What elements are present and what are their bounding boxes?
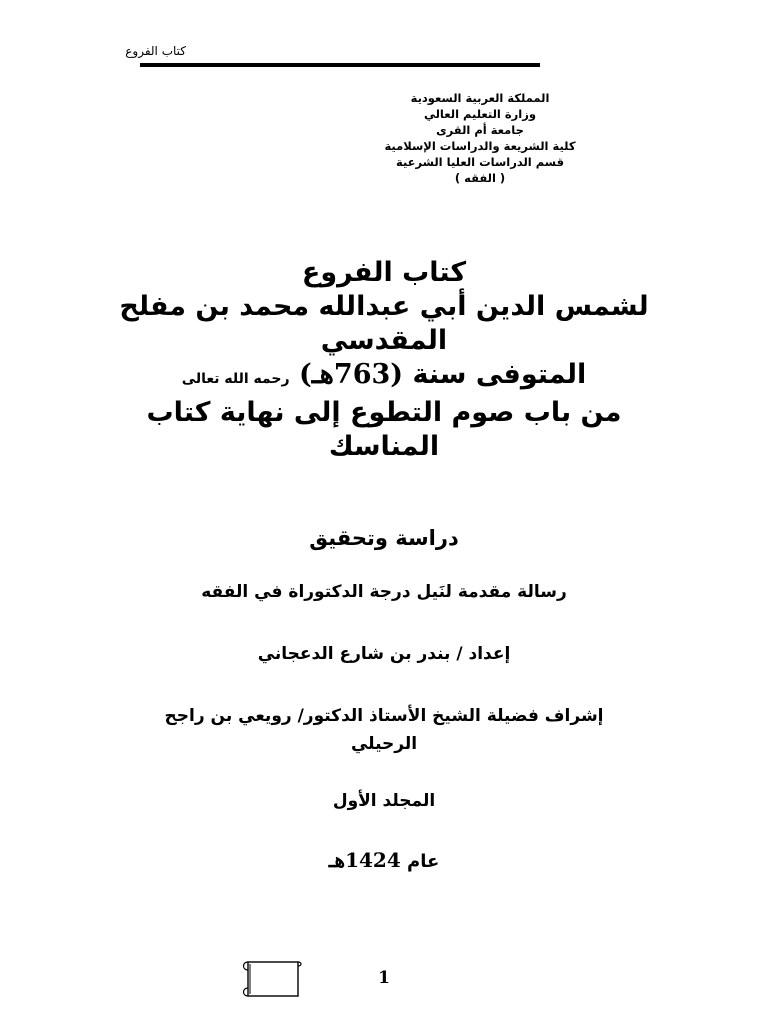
honorific-phrase: رحمه الله تعالى	[181, 371, 290, 387]
institution-department: قسم الدراسات العليا الشرعية	[395, 155, 564, 169]
year-line	[84, 848, 684, 872]
volume-label: المجلد الأول	[332, 791, 436, 811]
prepared-by: إعداد / بندر بن شارع الدعجاني	[257, 644, 511, 664]
study-type: دراسة وتحقيق	[309, 526, 459, 550]
institution-block	[330, 90, 630, 186]
page-number: 1	[378, 968, 390, 988]
thesis-statement: رسالة مقدمة لنَيل درجة الدكتوراة في الفقه	[201, 582, 567, 602]
institution-ministry: وزارة التعليم العالي	[423, 107, 536, 121]
title-line-author: لشمس الدين أبي عبدالله محمد بن مفلح	[119, 291, 649, 322]
supervisor-line-surname: الرحيلي	[350, 734, 418, 754]
institution-university: جامعة أم القرى	[436, 123, 524, 137]
death-year-text: المتوفى سنة	[412, 359, 587, 390]
title-line-scope-end: المناسك	[328, 431, 440, 462]
title-line-scope: من باب صوم التطوع إلى نهاية كتاب	[146, 397, 622, 428]
year-label: عام	[407, 851, 440, 872]
title-line-death-year	[100, 358, 668, 396]
running-header-title: كتاب الفروع	[125, 44, 186, 58]
year-value: 1424هـ	[328, 848, 401, 872]
institution-college: كلية الشريعة والدراسات الإسلامية	[384, 139, 576, 153]
book-title-block	[100, 256, 668, 464]
institution-country: المملكة العربية السعودية	[410, 91, 550, 105]
supervisor-line: إشراف فضيلة الشيخ الأستاذ الدكتور/ رويعي بن راجح	[164, 706, 604, 726]
header-rule	[140, 63, 540, 67]
scroll-frame-ornament	[240, 956, 304, 1002]
title-line-author-nisba: المقدسي	[320, 325, 448, 356]
supervisor-block	[134, 702, 634, 758]
title-line-book: كتاب الفروع	[301, 257, 467, 288]
death-year-value: (763هـ)	[298, 359, 404, 390]
institution-specialty: ( الفقه )	[454, 171, 506, 185]
